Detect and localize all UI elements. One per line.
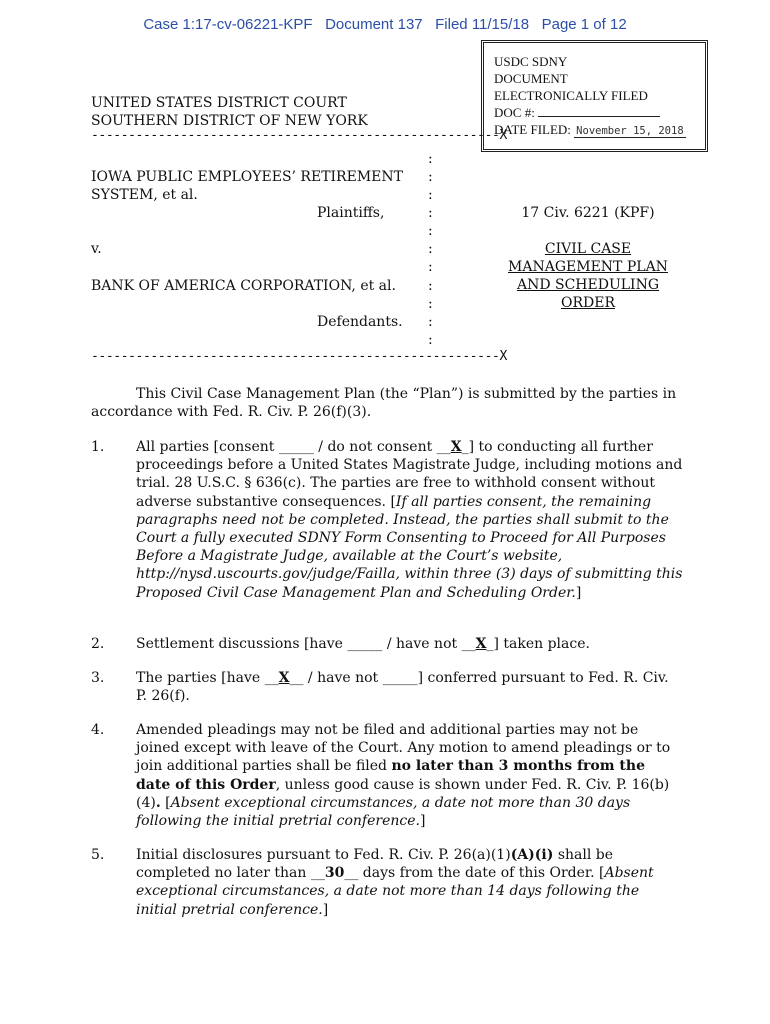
item-number: 5.	[91, 847, 105, 863]
checkbox-mark: X	[475, 636, 487, 652]
item-text: ]	[322, 901, 329, 918]
item-text: The parties [have __	[136, 670, 279, 686]
filed-date: November 15, 2018	[576, 125, 684, 137]
item-consent	[136, 438, 684, 602]
item-text: Amended pleadings may not be filed and additional parties may not be joined except with leave of the Court. Any motion to amend pleadings or to join additional parties shall be filed	[136, 722, 671, 775]
item-bold-text: no later than 3 months from the date of this Order	[136, 758, 645, 793]
item-conferred	[136, 669, 684, 705]
item-bold-text: .	[155, 794, 161, 811]
item-text: __ days from the date of this Order. [	[344, 865, 605, 882]
item-number: 4.	[91, 722, 105, 738]
checkbox-mark: X	[278, 670, 290, 686]
plaintiff-line: SYSTEM, et al.	[91, 187, 198, 203]
item-text: _] to conducting all further proceedings before a United States Magistrate Judge, including motions and trial. 28 U.S.C. § 636(c). The parties are free to withhold consent without adverse substantive consequences. [	[136, 439, 683, 510]
item-text: , unless good cause is shown under Fed. R. Civ. P. 16(b)(4)	[136, 776, 670, 811]
checkbox-mark: X	[450, 439, 462, 455]
caption-colon: :	[428, 332, 433, 348]
defendants-label: Defendants.	[317, 314, 403, 330]
caption-colon: :	[428, 187, 433, 203]
caption-colon: :	[428, 259, 433, 275]
caption-divider-top: -------------------------------------------------------X	[91, 128, 507, 143]
item-number: 3.	[91, 670, 105, 686]
title-line: AND SCHEDULING	[516, 277, 660, 293]
item-amended-pleadings	[136, 721, 684, 830]
plaintiff-line: IOWA PUBLIC EMPLOYEES’ RETIREMENT	[91, 169, 403, 185]
caption-colon: :	[428, 278, 433, 294]
item-text: __ / have not _____] conferred pursuant to Fed. R. Civ. P. 26(f).	[136, 670, 669, 705]
title-line: CIVIL CASE	[544, 241, 632, 257]
caption-divider-bottom: -------------------------------------------------------X	[91, 349, 507, 364]
item-initial-disclosures	[136, 846, 684, 919]
item-text: [	[160, 794, 171, 811]
item-italic-text: Absent exceptional circumstances, a date not more than 14 days following the initial pretrial conference.	[136, 865, 654, 918]
item-settlement	[136, 635, 684, 653]
title-line: MANAGEMENT PLAN	[508, 259, 668, 275]
caption-colon: :	[428, 296, 433, 312]
document-title	[480, 240, 696, 312]
versus: v.	[91, 241, 102, 257]
stamp-line: DOCUMENT	[494, 71, 568, 86]
defendant-name: BANK OF AMERICA CORPORATION, et al.	[91, 278, 396, 294]
caption-colon: :	[428, 169, 433, 185]
case-number: 17 Civ. 6221 (KPF)	[521, 205, 655, 221]
plaintiff-name	[91, 168, 403, 204]
doc-blank	[538, 105, 660, 117]
doc-label: DOC #:	[494, 105, 535, 120]
court-name	[91, 94, 368, 130]
date-label: DATE FILED:	[494, 122, 571, 137]
item-text: All parties [consent _____ / do not consent __	[136, 439, 451, 455]
caption-colon: :	[428, 223, 433, 239]
item-bold-text: 30	[324, 865, 345, 882]
stamp-date-filed	[494, 121, 697, 140]
item-italic-text: If all parties consent, the remaining paragraphs need not be completed. Instead, the parties shall submit to the Court a fully executed SDNY Form Consenting to Proceed for All Purposes Before a Magistrate Judge, available at the Court’s website, http://nysd.uscourts.gov/judge/Failla, within three (3) days of submitting this Proposed Civil Case Management Plan and Scheduling Order.	[136, 493, 683, 601]
plaintiffs-label: Plaintiffs,	[317, 205, 385, 221]
court-line: SOUTHERN DISTRICT OF NEW YORK	[91, 113, 368, 129]
item-number: 2.	[91, 636, 105, 652]
intro-paragraph: This Civil Case Management Plan (the “Plan”) is submitted by the parties in accordance with Fed. R. Civ. P. 26(f)(3).	[91, 386, 677, 421]
item-text: ]	[575, 584, 582, 601]
stamp-doc-number	[494, 104, 697, 121]
item-bold-text: (A)(i)	[510, 847, 554, 863]
caption-colon: :	[428, 205, 433, 221]
title-line: ORDER	[560, 295, 615, 311]
item-text: _] taken place.	[486, 636, 590, 652]
filing-stamp	[481, 40, 708, 152]
court-line: UNITED STATES DISTRICT COURT	[91, 95, 347, 111]
item-text: shall be completed no later than __	[136, 847, 614, 882]
caption-colon: :	[428, 151, 433, 167]
caption-colon: :	[428, 314, 433, 330]
item-text: Initial disclosures pursuant to Fed. R. Civ. P. 26(a)(1)	[136, 847, 511, 863]
item-number: 1.	[91, 439, 105, 455]
item-text: ]	[419, 813, 426, 830]
item-italic-text: Absent exceptional circumstances, a date not more than 30 days following the initial pretrial conference.	[136, 794, 631, 830]
stamp-line: USDC SDNY	[494, 54, 568, 69]
stamp-line: ELECTRONICALLY FILED	[494, 88, 648, 103]
caption-colon: :	[428, 241, 433, 257]
case-header: Case 1:17-cv-06221-KPF Document 137 Filed 11/15/18 Page 1 of 12	[143, 16, 627, 33]
item-text: Settlement discussions [have _____ / have not __	[136, 636, 476, 652]
